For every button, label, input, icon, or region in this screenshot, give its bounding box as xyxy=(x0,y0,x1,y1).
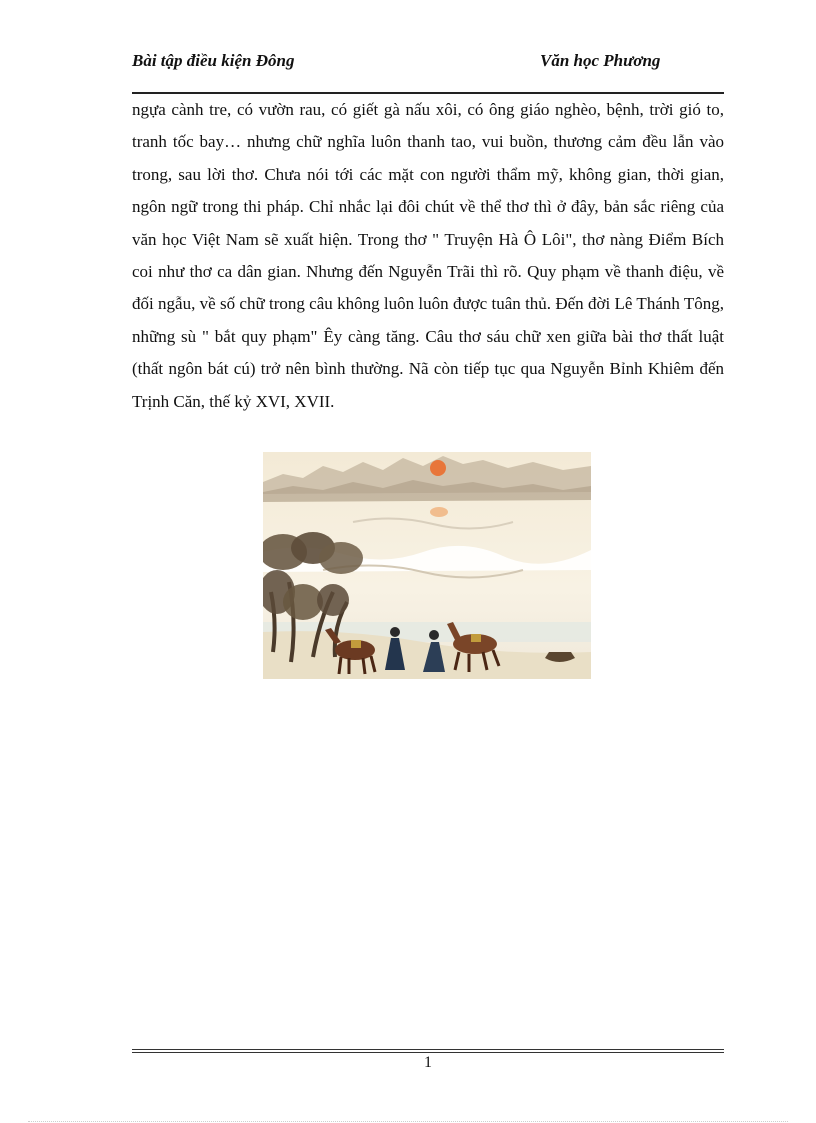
header-left-title: Bài tập điều kiện Đông xyxy=(132,51,295,70)
page-number: 1 xyxy=(424,1054,432,1071)
illustration-svg xyxy=(263,452,591,679)
page-edge xyxy=(28,1121,788,1122)
sun xyxy=(430,460,446,476)
header-right-title: Văn học Phương xyxy=(540,51,661,70)
footer-divider-top xyxy=(132,1049,724,1050)
sun-reflection xyxy=(430,507,448,517)
footer-divider-bottom xyxy=(132,1052,724,1053)
body-paragraph: ngựa cành tre, có vườn rau, có giết gà nấu xôi, có ông giáo nghèo, bệnh, trời gió to, tranh tốc bay… nhưng chữ nghĩa luôn thanh tao, vui buồn, thương cảm đều lẫn vào trong, sau lời thơ. Chưa nói tới các mặt con người thẩm mỹ, không gian, thời gian, ngôn ngữ trong thi pháp. Chỉ nhắc lại đôi chút về thể thơ thì ở đây, bản sắc riêng của văn học Việt Nam sẽ xuất hiện. Trong thơ " Truyện Hà Ô Lôi", thơ nàng Điểm Bích coi như thơ ca dân gian. Nhưng đến Nguyễn Trãi thì rõ. Quy phạm về thanh điệu, về đối ngẫu, về số chữ trong câu không luôn luôn được tuân thủ. Đến đời Lê Thánh Tông, những sù " bắt quy phạm" Êy càng tăng. Câu thơ sáu chữ xen giữa bài thơ thất luật (thất ngôn bát cú) trở nên bình thường. Nã còn tiếp tục qua Nguyễn Bỉnh Khiêm đến Trịnh Căn, thế kỷ XVI, XVII. xyxy=(132,100,724,411)
illustration-landscape-travelers xyxy=(263,452,591,679)
